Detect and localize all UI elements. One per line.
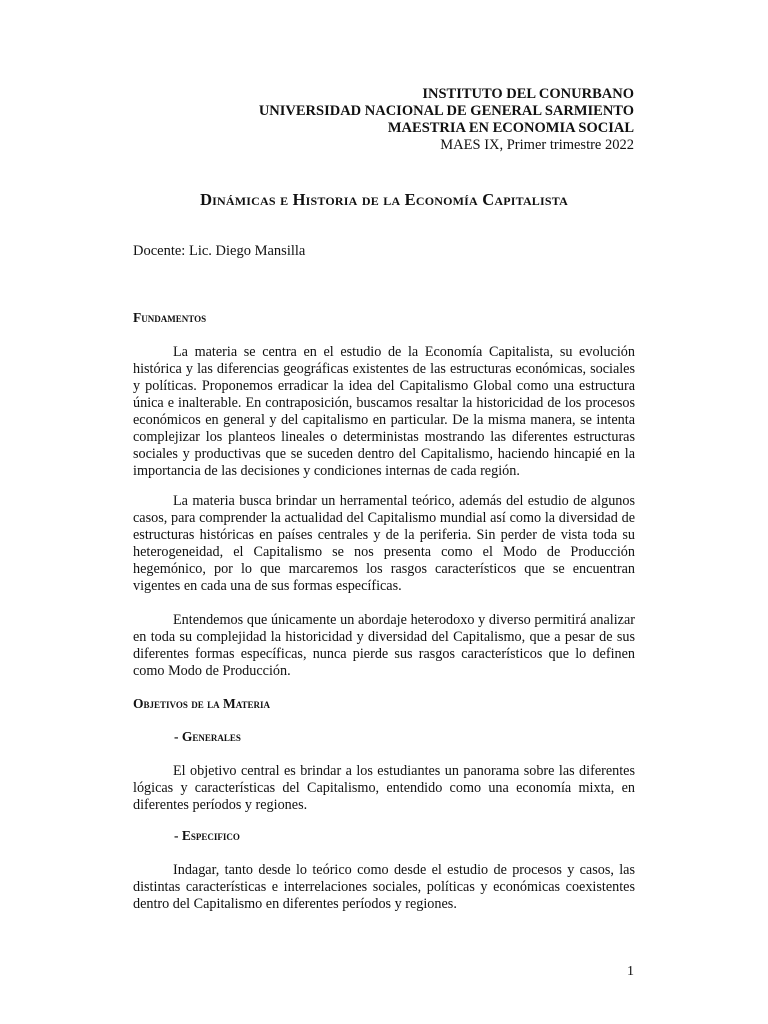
teacher-line: Docente: Lic. Diego Mansilla [133, 243, 306, 259]
institution-header [259, 86, 634, 154]
generales-paragraph: El objetivo central es brindar a los estudiantes un panorama sobre las diferentes lógicas y características del Capitalismo, entendido como una economía mixta, en diferentes períodos y regiones. [133, 763, 635, 813]
fundamentos-paragraph-1: La materia se centra en el estudio de la Economía Capitalista, su evolución histórica y las diferencias geográficas existentes de las estructuras económicas, sociales y políticas. Proponemos erradicar la idea del Capitalismo Global como una estructura única e inalterable. En contraposición, buscamos resaltar la historicidad de los procesos económicos en general y del capitalismo en particular. De la misma manera, se intenta complejizar los planteos lineales o deterministas mostrando las diferentes estructuras sociales y productivas que se suceden dentro del Capitalismo, haciendo hincapié en la importancia de las decisiones y condiciones internas de cada región. [133, 344, 635, 479]
section-heading-objetivos: Objetivos de la Materia [133, 696, 271, 711]
page-number: 1 [627, 964, 634, 979]
especifico-paragraph: Indagar, tanto desde lo teórico como desde el estudio de procesos y casos, las distintas características e interrelaciones sociales, políticas y económicas coexistentes dentro del Capitalismo en diferentes períodos y regiones. [133, 862, 635, 912]
program-name: MAESTRIA EN ECONOMIA SOCIAL [387, 120, 634, 136]
institution-name: INSTITUTO DEL CONURBANO [422, 86, 634, 102]
fundamentos-paragraph-2: La materia busca brindar un herramental teórico, además del estudio de algunos casos, para comprender la actualidad del Capitalismo mundial así como la diversidad de estructuras históricas en países centrales y de la periferia. Sin perder de vista toda su heterogeneidad, el Capitalismo se nos presenta como el Modo de Producción hegemónico, por lo que marcaremos los rasgos característicos que se encuentran vigentes en cada una de sus formas específicas. [133, 493, 635, 594]
document-title: Dinámicas e Historia de la Economía Capitalista [200, 190, 568, 209]
university-name: UNIVERSIDAD NACIONAL DE GENERAL SARMIENTO [258, 103, 634, 119]
fundamentos-paragraph-3: Entendemos que únicamente un abordaje heterodoxo y diverso permitirá analizar en toda su complejidad la historicidad y diversidad del Capitalismo, que a pesar de sus diferentes formas específicas, nunca pierde sus rasgos característicos que lo definen como Modo de Producción. [133, 612, 635, 679]
subheading-especifico: - Especifico [174, 828, 240, 843]
section-heading-fundamentos: Fundamentos [133, 310, 207, 325]
subheading-generales: - Generales [174, 729, 241, 744]
term-line: MAES IX, Primer trimestre 2022 [440, 137, 634, 153]
